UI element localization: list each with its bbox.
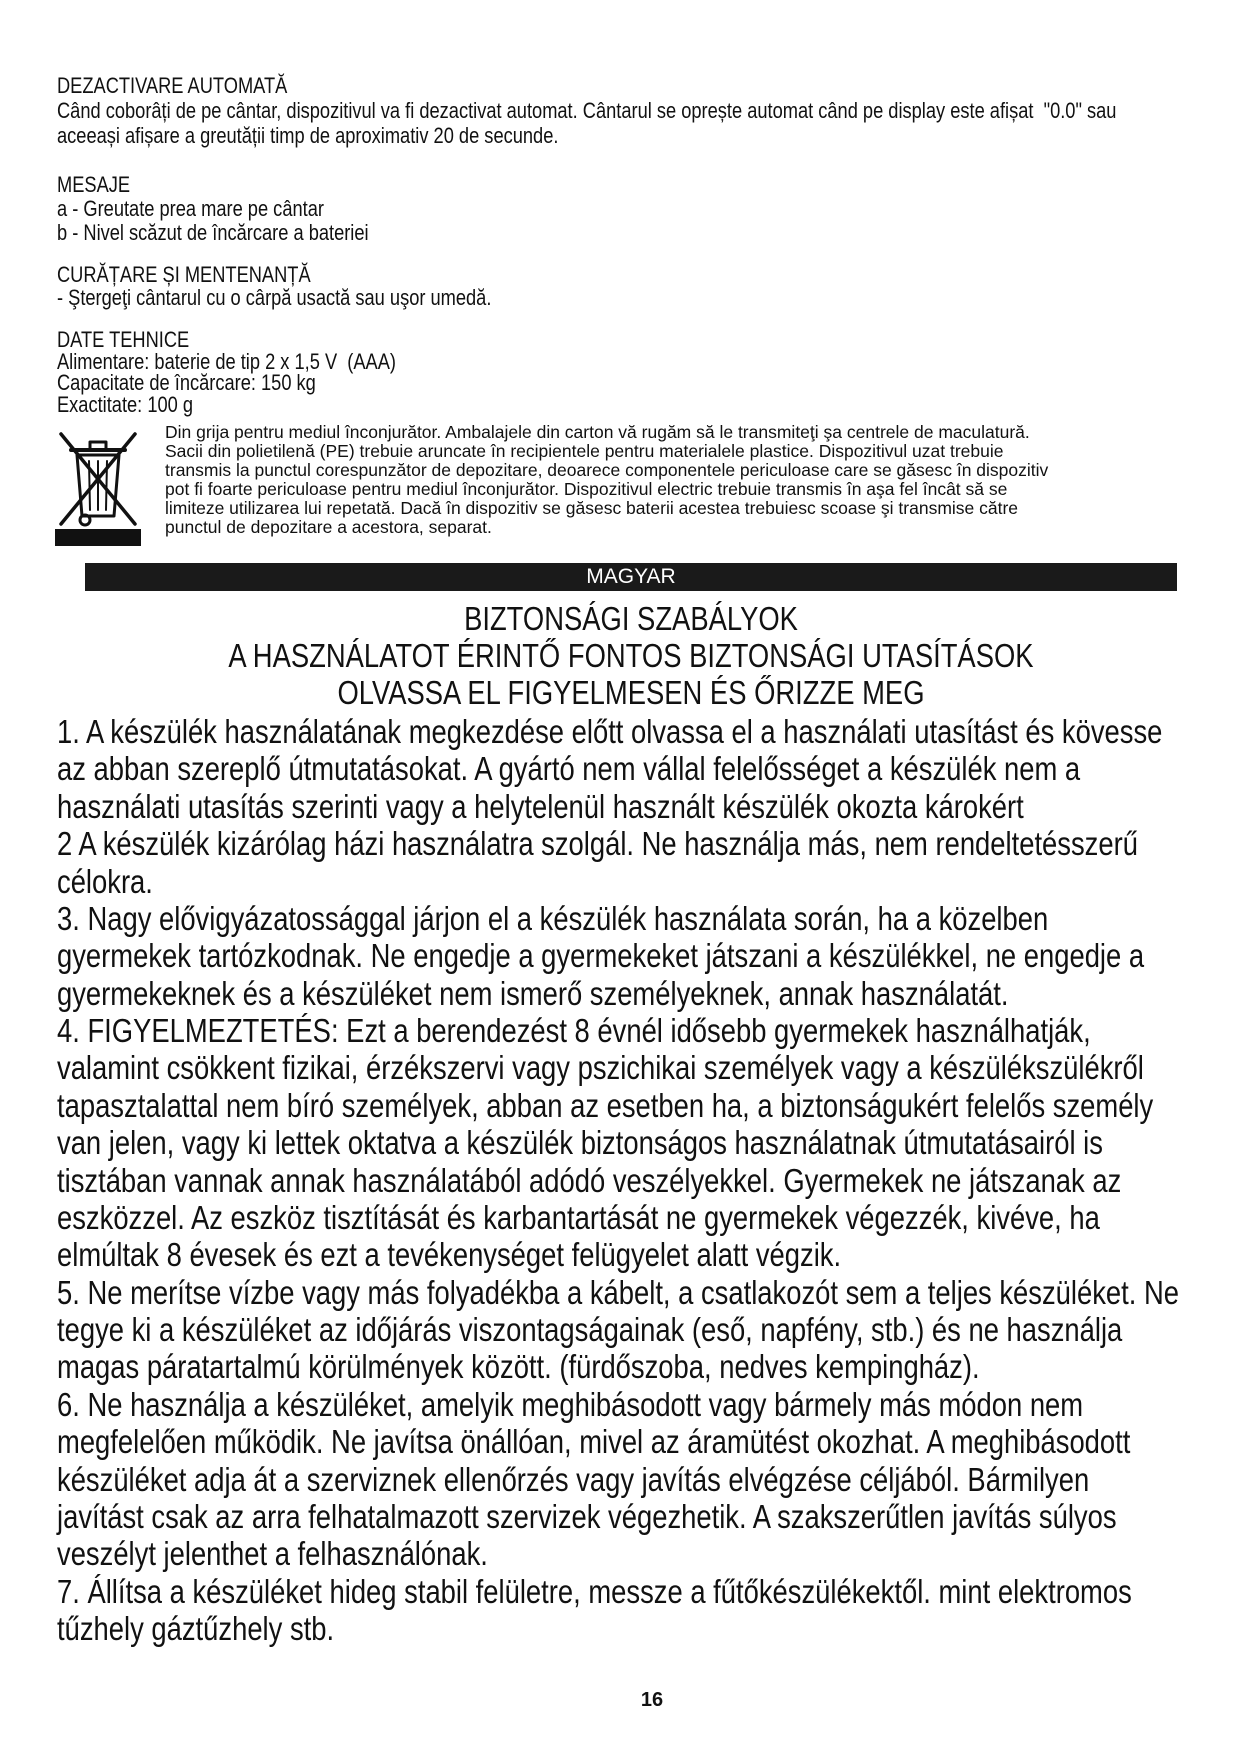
text-line: - Ştergeţi cântarul cu o cârpă usactă sau uşor umedă. — [57, 285, 492, 310]
body-line: 3. Nagy elővigyázatossággal járjon el a készülék használata során, ha a közelben — [57, 899, 1049, 937]
text-line: b - Nivel scăzut de încărcare a bateriei — [57, 220, 369, 245]
body-line: tegye ki a készüléket az időjárás viszontagságainak (eső, napfény, stb.) és ne használja — [57, 1311, 1123, 1348]
page-number: 16 — [640, 1689, 664, 1711]
section-title: DATE TEHNICE — [57, 327, 190, 352]
weee-crossed-bin-icon — [55, 428, 141, 546]
body-line: tisztában vannak annak használatából adódó veszélyekkel. Gyermekek ne játszanak az — [57, 1161, 1122, 1199]
text-line: transmis la punctul corespunzător de depozitare, deoarece componentele periculoase care se găsesc în dispozitiv — [165, 460, 1049, 480]
language-section-bar — [85, 563, 1177, 591]
body-line: 4. FIGYELMEZTETÉS: Ezt a berendezést 8 évnél idősebb gyermekek használhatják, — [57, 1012, 1091, 1049]
body-line: 7. Állítsa a készüléket hideg stabil felületre, messze a fűtőkészülékektől. mint elektromos — [57, 1572, 1132, 1610]
text-line: Când coborâți de pe cântar, dispozitivul va fi dezactivat automat. Cântarul se oprește automat când pe display este afișat "0.0" sau — [57, 98, 1117, 123]
section-title: MESAJE — [57, 172, 131, 197]
text-line: a - Greutate prea mare pe cântar — [57, 196, 324, 221]
body-line: készüléket adja át a szerviznek ellenőrzés vagy javítás elvégzése céljából. Bármilyen — [57, 1460, 1090, 1498]
body-line: használati utasítás szerinti vagy a helytelenül használt készülék okozta károkért — [57, 787, 1024, 825]
body-line: javítást csak az arra felhatalmazott szervizek végezhetik. A szakszerűtlen javítás súlyos — [57, 1497, 1117, 1535]
body-line: magas páratartalmú körülmények között. (fürdőszoba, nedves kempingház). — [57, 1348, 980, 1386]
section-specs — [57, 329, 1207, 415]
spec-line: Capacitate de încărcare: 150 kg — [57, 370, 316, 395]
safety-headings — [85, 600, 1177, 711]
body-line: 6. Ne használja a készüléket, amelyik meghibásodott vagy bármely más módon nem — [57, 1385, 1084, 1423]
section-messages — [57, 173, 1207, 245]
heading-line: BIZTONSÁGI SZABÁLYOK — [464, 600, 798, 637]
body-line: veszélyt jelenthet a felhasználónak. — [57, 1535, 488, 1573]
spec-line: Exactitate: 100 g — [57, 391, 194, 417]
text-line: punctul de depozitare a acestora, separat. — [165, 517, 492, 537]
text-line: Sacii din polietilenă (PE) trebuie aruncate în recipientele pentru materialele plastice. Dispozitivul uzat trebuie — [165, 441, 1004, 461]
environment-notice — [165, 423, 1225, 537]
body-line: megfelelően működik. Ne javítsa önállóan, mivel az áramütést okozhat. A meghibásodott — [57, 1423, 1131, 1461]
section-cleaning — [57, 263, 1207, 309]
body-line: célokra. — [57, 862, 153, 900]
section-title: DEZACTIVARE AUTOMATĂ — [57, 73, 288, 98]
text-line: Din grija pentru mediul înconjurător. Ambalajele din carton vă rugăm să le transmiteţi şa centrele de maculatură. — [165, 422, 1030, 442]
body-line: az abban szereplő útmutatásokat. A gyártó nem vállal felelősséget a készülék nem a — [57, 750, 1081, 788]
body-line: eszközzel. Az eszköz tisztítását és karbantartását ne gyermekek végezzék, kivéve, ha — [57, 1198, 1100, 1236]
section-auto-off — [57, 73, 1207, 148]
heading-line: A HASZNÁLATOT ÉRINTŐ FONTOS BIZTONSÁGI UTASÍTÁSOK — [228, 637, 1034, 674]
text-line: limiteze utilizarea lui repetată. Dacă în dispozitiv se găsesc baterii acestea trebuiesc scoase şi transmise către — [165, 498, 1019, 518]
body-line: 5. Ne merítse vízbe vagy más folyadékba a kábelt, a csatlakozót sem a teljes készüléket. Ne — [57, 1273, 1180, 1311]
language-label: MAGYAR — [586, 565, 676, 588]
text-line: pot fi foarte periculoase pentru mediul înconjurător. Dispozitivul electric trebuie transmis în aşa fel încât să se — [165, 479, 1008, 499]
body-line: tűzhely gáztűzhely stb. — [57, 1610, 335, 1647]
body-line: gyermekeknek és a készüléket nem ismerő személyeknek, annak használatát. — [57, 974, 1009, 1012]
section-title: CURĂȚARE ȘI MENTENANȚĂ — [57, 262, 311, 287]
body-line: elmúltak 8 évesek és ezt a tevékenységet felügyelet alatt végzik. — [57, 1236, 842, 1274]
body-line: 1. A készülék használatának megkezdése előtt olvassa el a használati utasítást és kövesse — [57, 713, 1163, 750]
body-line: tapasztalattal nem bíró személyek, abban az esetben ha, a biztonságukért felelős személy — [57, 1086, 1154, 1124]
body-line: gyermekek tartózkodnak. Ne engedje a gyermekeket játszani a készülékkel, ne engedje a — [57, 937, 1145, 975]
body-line: van jelen, vagy ki lettek oktatva a készülék biztonságos használatnak útmutatásairól is — [57, 1124, 1103, 1162]
spec-line: Alimentare: baterie de tip 2 x 1,5 V (AAA) — [57, 348, 396, 374]
text-line: aceeași afișare a greutății timp de aproximativ 20 de secunde. — [57, 123, 559, 148]
body-line: valamint csökkent fizikai, érzékszervi vagy pszichikai személyek vagy a készülékszülékről — [57, 1049, 1144, 1087]
safety-instructions — [57, 713, 1207, 1647]
body-line: 2 A készülék kizárólag házi használatra szolgál. Ne használja más, nem rendeltetésszerű — [57, 825, 1138, 863]
heading-line: OLVASSA EL FIGYELMESEN ÉS ŐRIZZE MEG — [337, 674, 925, 711]
